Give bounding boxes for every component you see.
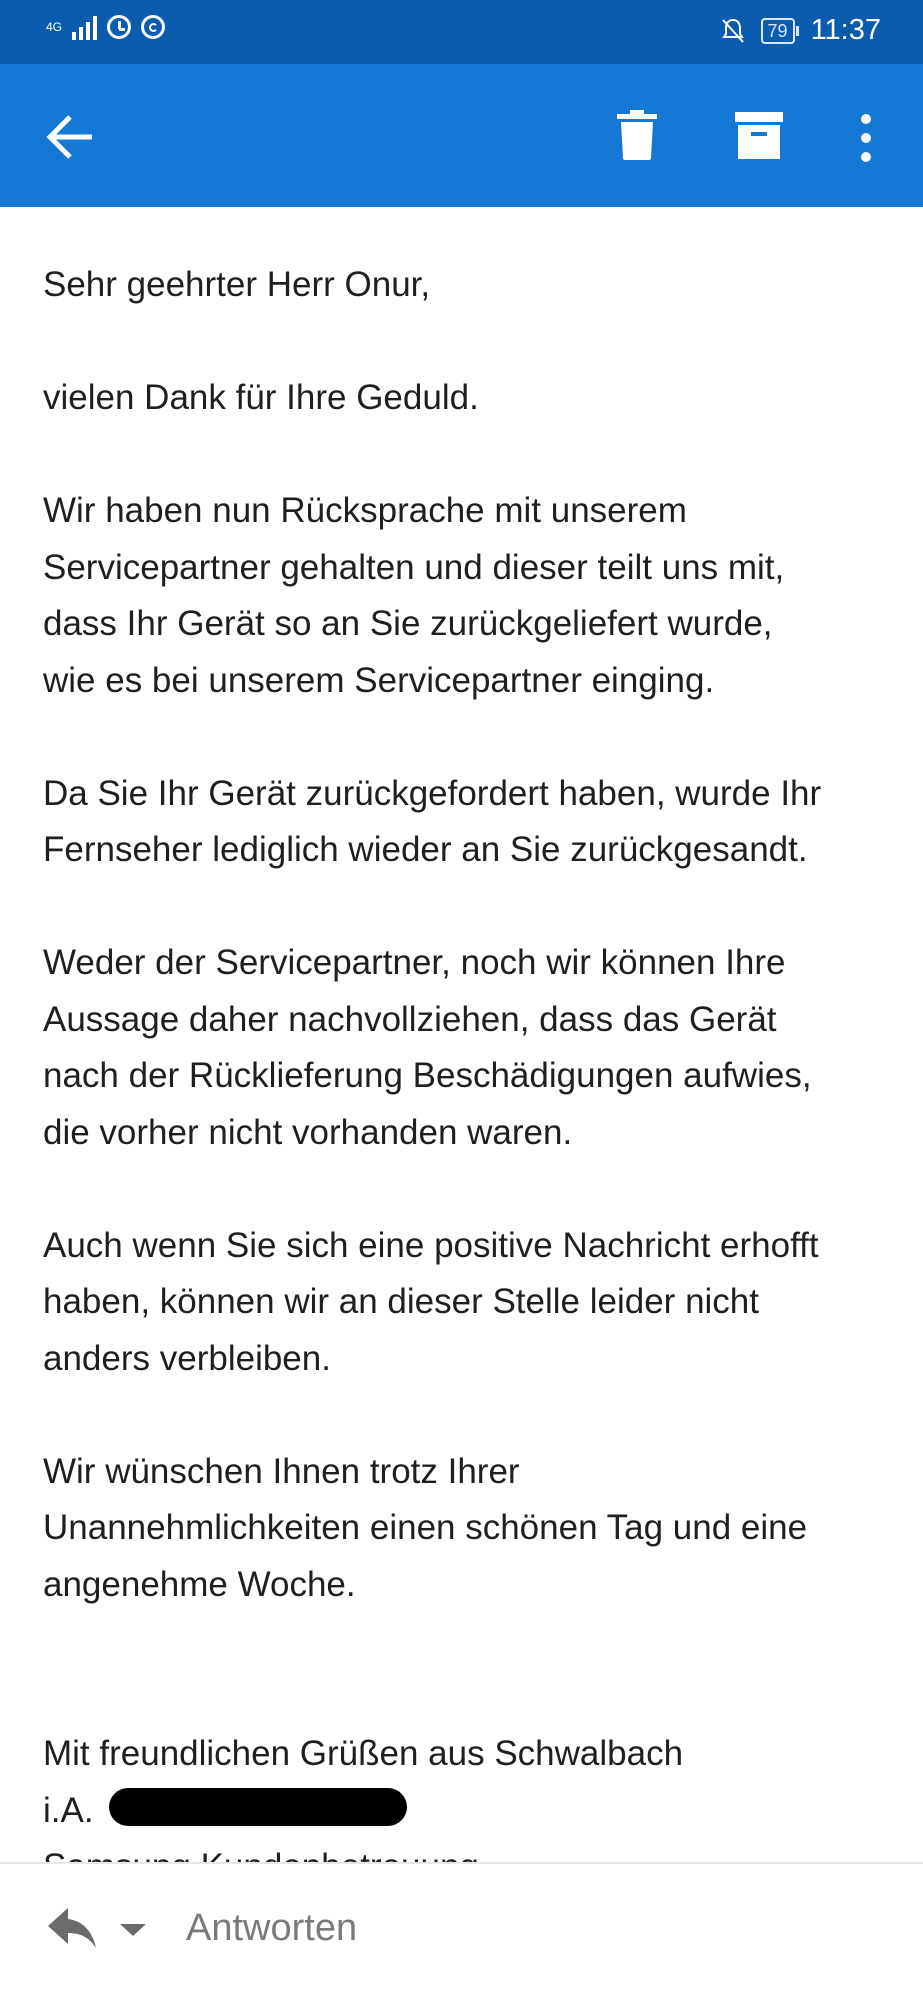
email-line: angenehme Woche. xyxy=(43,1564,356,1604)
email-line: anders verbleiben. xyxy=(43,1338,331,1378)
email-line: Auch wenn Sie sich eine positive Nachricht erhofft xyxy=(43,1225,819,1265)
mute-bell-icon xyxy=(721,18,745,44)
email-line: Servicepartner gehalten und dieser teilt uns mit, xyxy=(43,547,785,587)
email-line: Sehr geehrter Herr Onur, xyxy=(43,265,431,304)
email-line: Unannehmlichkeiten einen schönen Tag und eine xyxy=(43,1508,808,1547)
dropdown-caret-icon xyxy=(118,1922,148,1938)
email-line xyxy=(43,1387,893,1444)
reply-bar xyxy=(0,1862,923,2002)
email-line: Fernseher lediglich wieder an Sie zurückgesandt. xyxy=(43,830,808,869)
email-line: Weder der Servicepartner, noch wir können Ihre xyxy=(43,943,786,982)
email-line: vielen Dank für Ihre Geduld. xyxy=(43,378,479,417)
email-line: wie es bei unserem Servicepartner einging. xyxy=(43,660,715,700)
email-line xyxy=(43,1161,893,1218)
whatsapp-icon xyxy=(141,15,165,39)
email-line: Da Sie Ihr Gerät zurückgefordert haben, wurde Ihr xyxy=(43,773,822,813)
reply-button[interactable] xyxy=(46,1906,98,1950)
signal-icon xyxy=(72,14,97,40)
reply-icon xyxy=(46,1906,98,1950)
email-line: die vorher nicht vorhanden waren. xyxy=(43,1112,573,1152)
reply-label[interactable]: Antworten xyxy=(186,1907,358,1949)
archive-button[interactable] xyxy=(735,110,783,160)
back-button[interactable] xyxy=(44,109,100,165)
status-left xyxy=(46,14,165,40)
redacted-name xyxy=(109,1788,407,1826)
reply-options-button[interactable] xyxy=(118,1922,148,1938)
battery-icon: 79 xyxy=(761,18,795,44)
alarm-icon xyxy=(107,15,131,39)
status-bar xyxy=(0,0,923,64)
email-line: dass Ihr Gerät so an Sie zurückgeliefert wurde, xyxy=(43,604,773,643)
email-line xyxy=(43,314,893,371)
delete-button[interactable] xyxy=(617,110,657,160)
email-line: i.A. xyxy=(43,1790,94,1830)
email-line xyxy=(43,879,893,936)
trash-icon xyxy=(617,110,657,160)
email-line xyxy=(43,709,893,766)
email-line: haben, können wir an dieser Stelle leider nicht xyxy=(43,1282,759,1321)
email-line: Wir haben nun Rücksprache mit unserem xyxy=(43,491,687,530)
email-body xyxy=(43,207,893,1862)
archive-icon xyxy=(735,110,783,160)
email-line: nach der Rücklieferung Beschädigungen aufwies, xyxy=(43,1056,812,1095)
more-vert-icon xyxy=(852,110,880,166)
email-line xyxy=(43,427,893,484)
email-line: Aussage daher nachvollziehen, dass das Gerät xyxy=(43,999,777,1039)
app-toolbar xyxy=(0,64,923,207)
email-line xyxy=(43,1613,893,1670)
network-type xyxy=(46,21,62,34)
more-options-button[interactable] xyxy=(852,110,880,166)
email-line: Mit freundlichen Grüßen aus Schwalbach xyxy=(43,1734,684,1773)
network-label: 4G xyxy=(46,19,63,34)
back-arrow-icon xyxy=(44,109,100,165)
email-line xyxy=(43,1670,893,1727)
email-line: Wir wünschen Ihnen trotz Ihrer xyxy=(43,1451,520,1491)
clock: 11:37 xyxy=(810,14,881,46)
status-right xyxy=(721,14,881,47)
